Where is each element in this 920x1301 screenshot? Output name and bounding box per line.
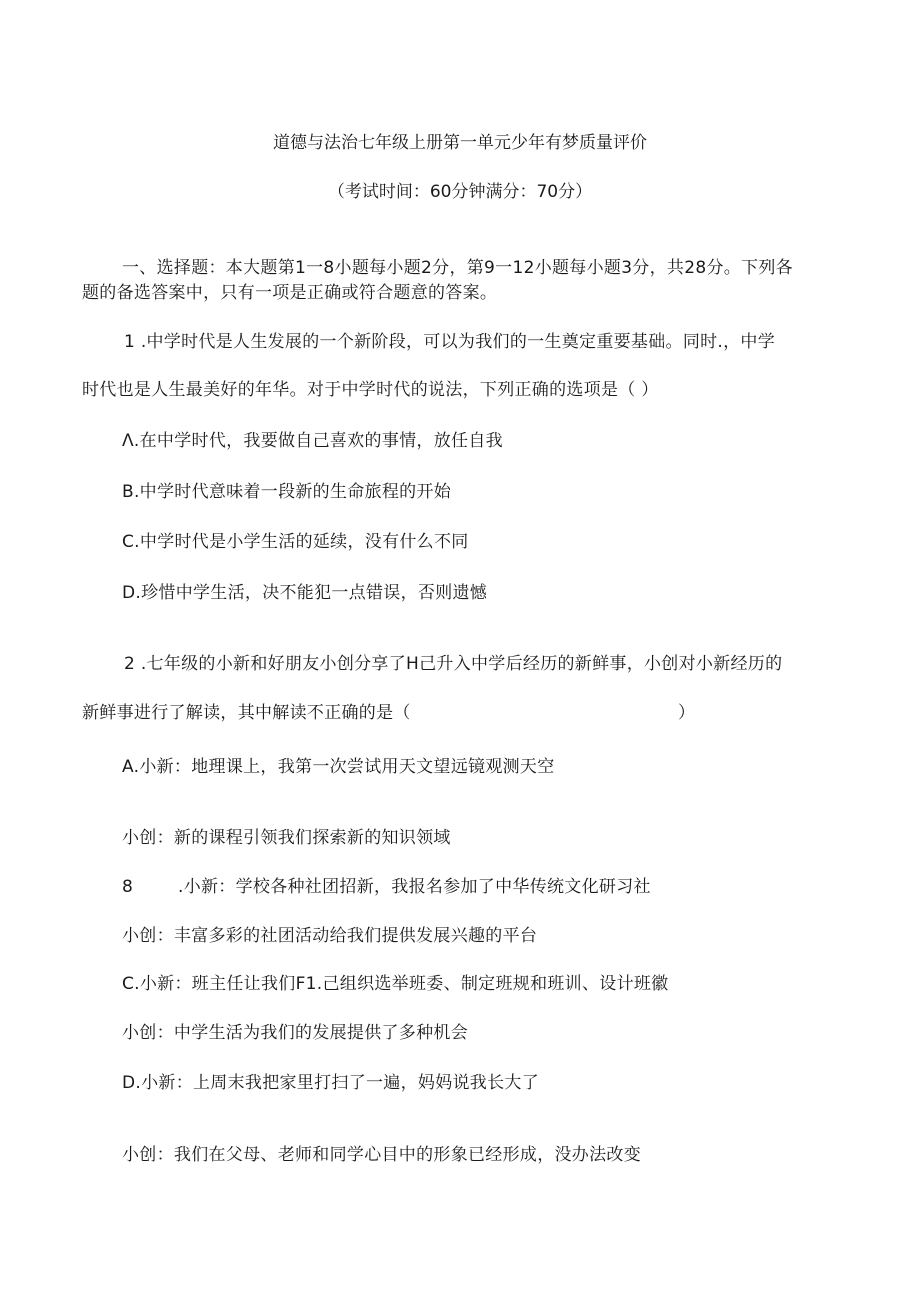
- q2-stem-close-paren: ）: [678, 703, 696, 723]
- q2-option-b: .小新：学校各种社团招新，我报名参加了中华传统文化研习社: [178, 877, 651, 897]
- q1-stem-line2: 时代也是人生最美好的年华。对于中学时代的说法，下列正确的选项是（ ）: [82, 380, 659, 400]
- q2-option-d: D.小新：上周末我把家里打扫了一遍，妈妈说我长大了: [122, 1073, 539, 1093]
- q2-option-a: A.小新：地理课上，我第一次尝试用天文望远镜观测天空: [122, 757, 555, 777]
- q2-stem-line2: 新鲜事进行了解读，其中解读不正确的是（: [82, 703, 411, 723]
- page-title: 道德与法治七年级上册第一单元少年有梦质量评价: [273, 133, 647, 153]
- q1-option-a: Λ.在中学时代，我要做自己喜欢的事情，放任自我: [122, 431, 503, 451]
- q2-option-b-number: 8: [122, 877, 134, 897]
- q2-option-b-reply: 小创：丰富多彩的社团活动给我们提供发展兴趣的平台: [122, 926, 538, 946]
- q2-option-c-reply: 小创：中学生活为我们的发展提供了多种机会: [122, 1023, 468, 1043]
- q2-stem-line1: 2 .七年级的小新和好朋友小创分享了H己升入中学后经历的新鲜事，小创对小新经历的: [124, 654, 783, 674]
- section-intro-line2: 题的备选答案中，只有一项是正确或符合题意的答案。: [82, 283, 498, 303]
- q1-option-d: D.珍惜中学生活，决不能犯一点错误，否则遗憾: [122, 583, 488, 603]
- exam-info: （考试时间：60分钟满分：70分）: [327, 182, 593, 202]
- q2-option-c: C.小新：班主任让我们F1.己组织选举班委、制定班规和班训、设计班徽: [122, 974, 669, 994]
- q1-option-c: C.中学时代是小学生活的延续，没有什么不同: [122, 532, 469, 552]
- section-intro-line1: 一、选择题：本大题第1一8小题每小题2分，第9一12小题每小题3分，共28分。下列各: [122, 258, 793, 278]
- q2-option-a-reply: 小创：新的课程引领我们探索新的知识领域: [122, 828, 451, 848]
- q2-option-d-reply: 小创：我们在父母、老师和同学心目中的形象已经形成，没办法改变: [122, 1145, 641, 1165]
- q1-option-b: B.中学时代意味着一段新的生命旅程的开始: [122, 482, 452, 502]
- q1-stem-line1: 1 .中学时代是人生发展的一个新阶段，可以为我们的一生奠定重要基础。同时.，中学: [124, 332, 776, 352]
